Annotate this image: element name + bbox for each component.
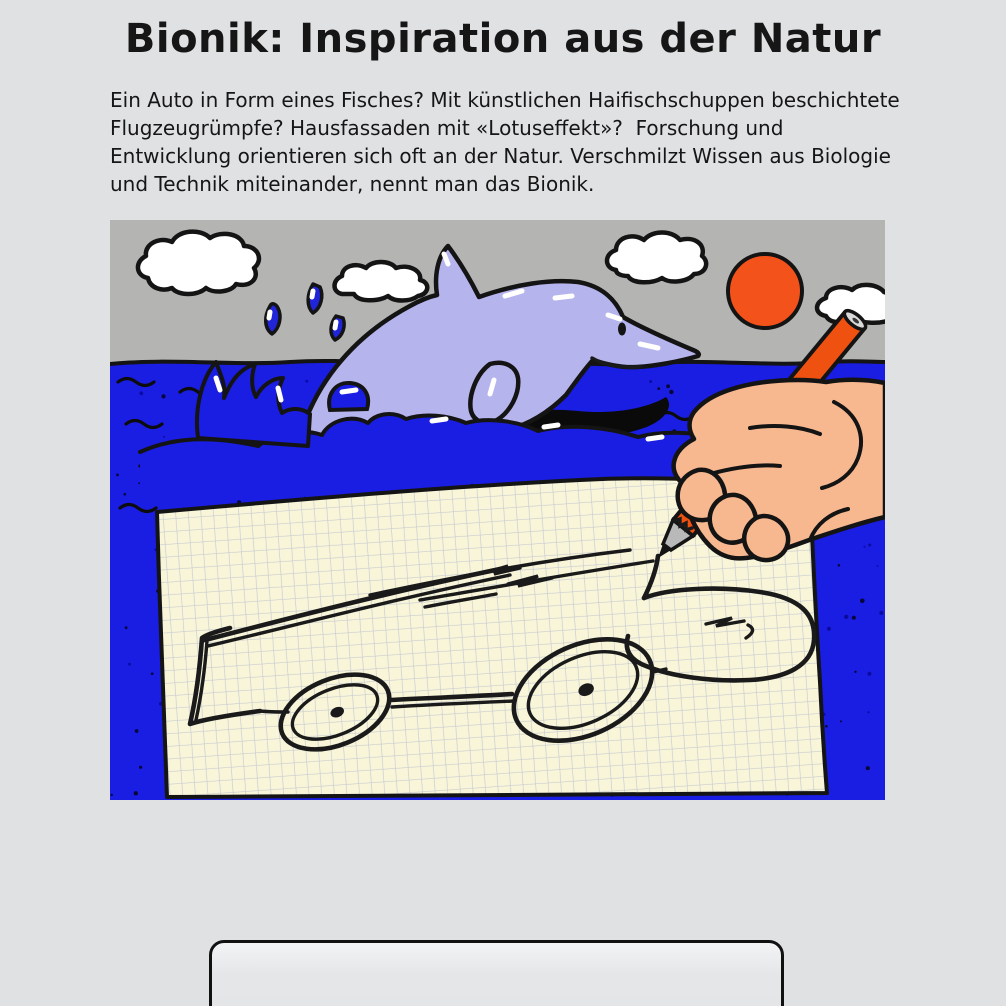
cloud-icon: [335, 262, 428, 301]
cloud-icon: [607, 233, 706, 283]
intro-paragraph: Ein Auto in Form eines Fisches? Mit künstlichen Haifischschuppen beschichtete Flugzeugrümpfe? Hausfassaden mit «Lotuseffekt»? Forschung und Entwicklung orientieren sich oft an der Natur. Verschmilzt Wissen aus Biologie und Technik miteinander, nennt man das Bionik.: [110, 88, 907, 196]
cloud-icon: [138, 232, 259, 294]
ring-finger: [744, 516, 788, 560]
page-title: Bionik: Inspiration aus der Natur: [124, 16, 882, 62]
answer-card[interactable]: [209, 940, 784, 1006]
bionik-illustration: [110, 220, 885, 800]
splash-droplet-crest: [329, 383, 368, 410]
dolphin-eye: [618, 323, 626, 336]
sun-icon: [728, 254, 802, 328]
